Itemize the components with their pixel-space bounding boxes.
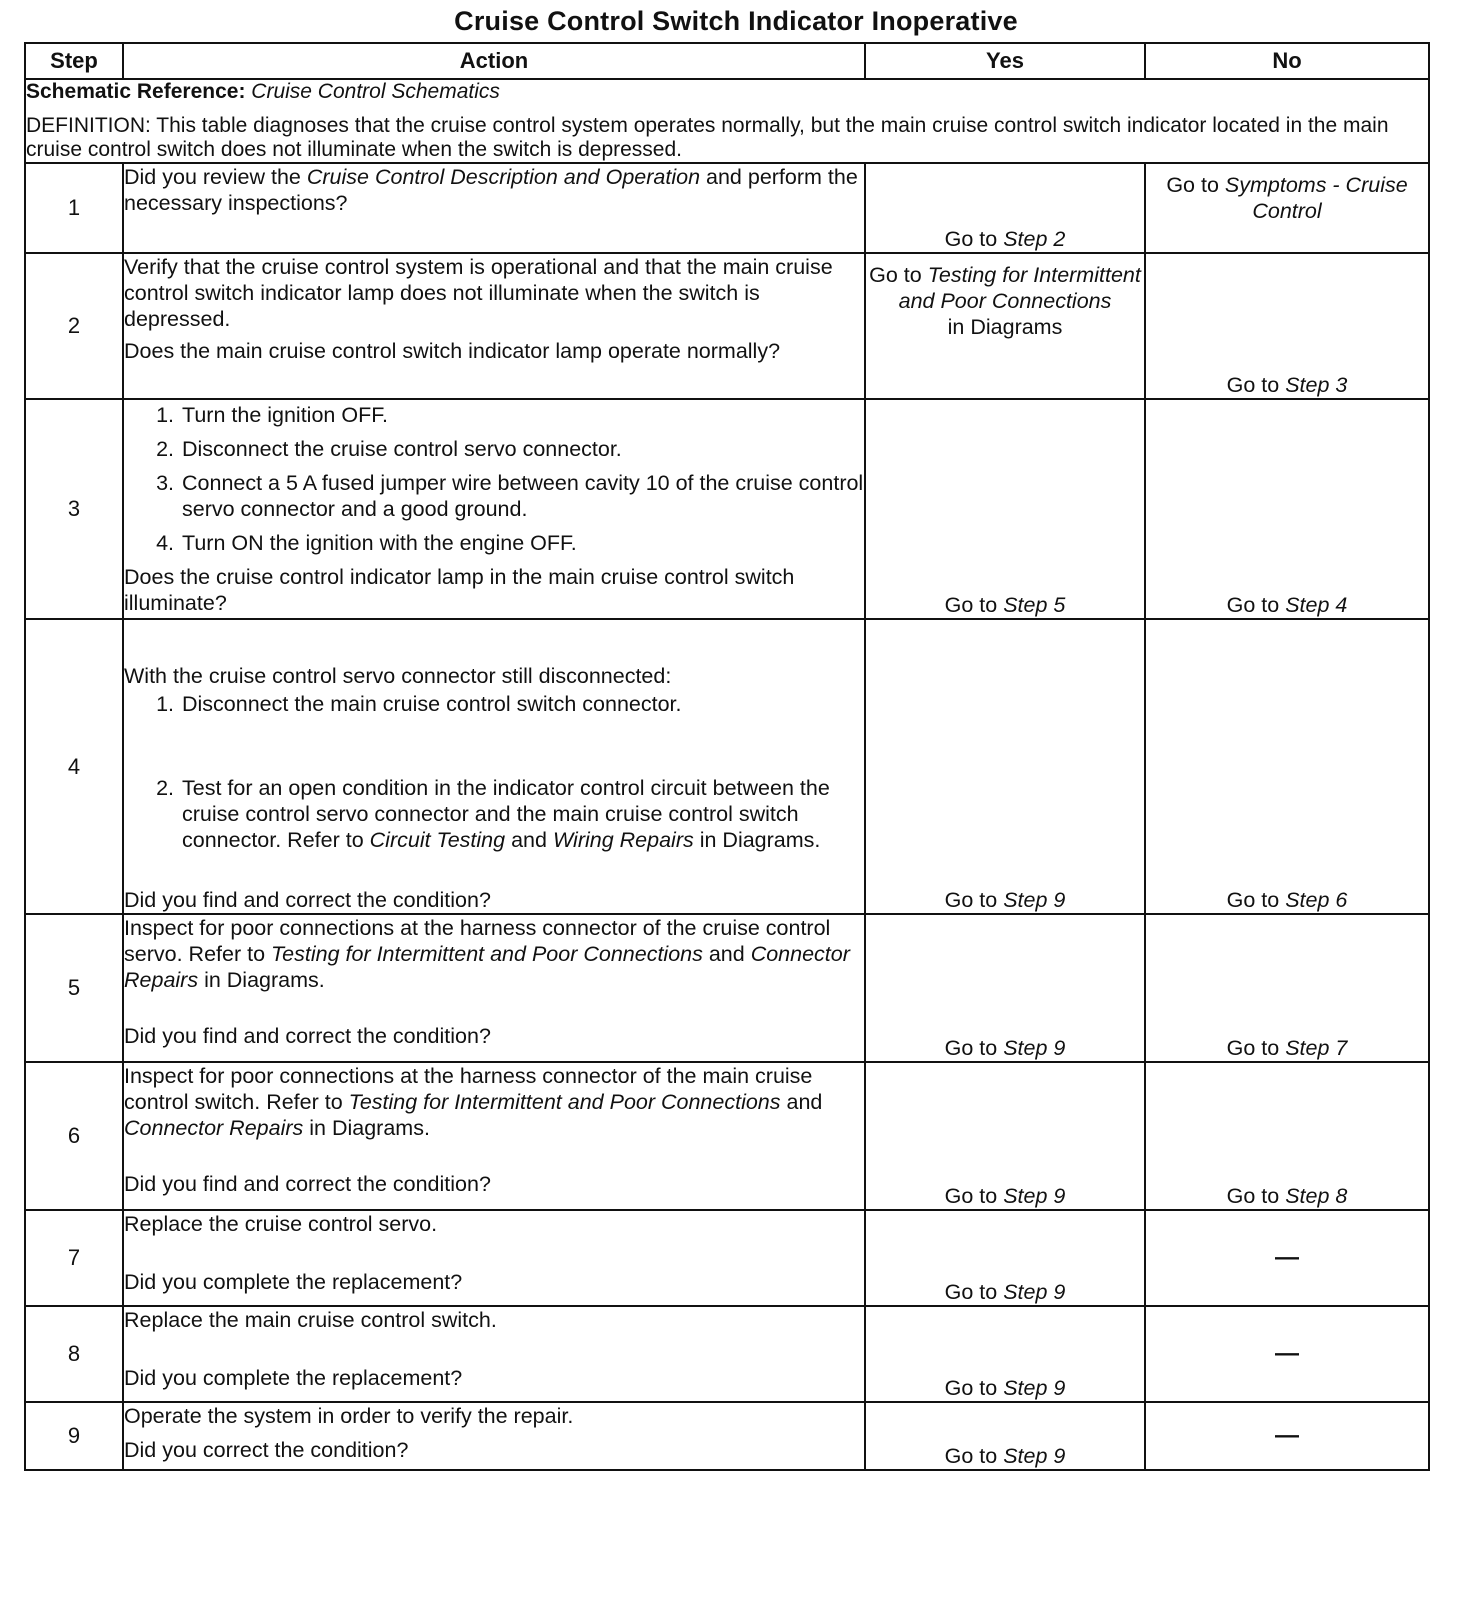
yes-link[interactable]: Step 9 bbox=[1003, 1184, 1066, 1208]
step-action bbox=[123, 619, 865, 914]
definition-cell bbox=[25, 79, 1429, 163]
goto-label: Go to bbox=[944, 227, 998, 251]
yes-link[interactable]: Step 9 bbox=[1003, 1376, 1066, 1400]
procedure-list bbox=[124, 691, 864, 853]
yes-link[interactable]: Step 9 bbox=[1003, 888, 1066, 912]
yes-cell bbox=[865, 1306, 1145, 1402]
action-link[interactable]: Circuit Testing bbox=[369, 828, 506, 852]
na-dash: — bbox=[1275, 1422, 1299, 1449]
page-title: Cruise Control Switch Indicator Inoperative bbox=[454, 6, 1018, 36]
schematic-link[interactable]: Cruise Control Schematics bbox=[251, 80, 500, 103]
table-row bbox=[25, 914, 1429, 1062]
definition-text: DEFINITION: This table diagnoses that the cruise control system operates normally, but the main cruise control switch indicator located in the main cruise control switch does not illuminate when the switch is depressed. bbox=[26, 114, 1389, 161]
and-label: and bbox=[786, 1090, 823, 1114]
action-intro: With the cruise control servo connector still disconnected: bbox=[124, 664, 672, 688]
yes-link[interactable]: Step 9 bbox=[1003, 1444, 1066, 1468]
yes-link[interactable]: Step 9 bbox=[1003, 1280, 1066, 1304]
yes-cell bbox=[865, 1210, 1145, 1306]
action-link[interactable]: Testing for Intermittent and Poor Connections bbox=[348, 1090, 781, 1114]
action-question: Does the main cruise control switch indicator lamp operate normally? bbox=[124, 339, 781, 363]
no-cell bbox=[1145, 619, 1429, 914]
step-number: 1 bbox=[25, 163, 123, 253]
action-question: Did you complete the replacement? bbox=[124, 1270, 463, 1294]
action-link[interactable]: Connector Repairs bbox=[124, 942, 850, 992]
action-text-pre: Inspect for poor connections at the harness connector of the main cruise control switch. bbox=[124, 1064, 813, 1114]
goto-label: Go to bbox=[944, 888, 998, 912]
action-question: Did you correct the condition? bbox=[124, 1438, 409, 1462]
yes-link[interactable]: Testing for Intermittent and Poor Connections bbox=[898, 263, 1141, 313]
action-link[interactable]: Cruise Control Description and Operation bbox=[306, 165, 701, 189]
no-link[interactable]: Step 6 bbox=[1285, 888, 1348, 912]
yes-link[interactable]: Step 2 bbox=[1003, 227, 1066, 251]
action-text: Verify that the cruise control system is operational and that the main cruise control switch indicator lamp does not illuminate when the switch is depressed. bbox=[124, 255, 833, 331]
in-diagrams: in Diagrams. bbox=[309, 1116, 430, 1140]
step-action bbox=[123, 1210, 865, 1306]
action-text bbox=[124, 1063, 864, 1141]
in-diagrams: in Diagrams. bbox=[204, 968, 325, 992]
in-diagrams: in Diagrams bbox=[947, 315, 1063, 339]
step-action bbox=[123, 1402, 865, 1470]
goto-label: Go to bbox=[944, 1036, 998, 1060]
step-number: 6 bbox=[25, 1062, 123, 1210]
goto-label: Go to bbox=[1226, 1184, 1280, 1208]
refer-to-label: Refer to bbox=[188, 942, 266, 966]
yes-cell bbox=[865, 619, 1145, 914]
action-question: Did you complete the replacement? bbox=[124, 1366, 463, 1390]
list-item: 2. Disconnect the cruise control servo connector. bbox=[180, 436, 864, 462]
no-cell bbox=[1145, 399, 1429, 619]
yes-link[interactable]: Step 9 bbox=[1003, 1036, 1066, 1060]
no-link[interactable]: Symptoms - Cruise Control bbox=[1224, 173, 1408, 223]
goto-label: Go to bbox=[1226, 373, 1280, 397]
yes-link[interactable]: Step 5 bbox=[1003, 593, 1066, 617]
yes-cell bbox=[865, 914, 1145, 1062]
action-text: Did you review the bbox=[124, 165, 301, 189]
no-cell bbox=[1145, 163, 1429, 253]
table-row bbox=[25, 399, 1429, 619]
goto-label: Go to bbox=[944, 1280, 998, 1304]
table-row bbox=[25, 253, 1429, 399]
step-action bbox=[123, 1062, 865, 1210]
header-yes: Yes bbox=[865, 43, 1145, 79]
in-diagrams: in Diagrams. bbox=[699, 828, 821, 852]
and-label: and bbox=[708, 942, 745, 966]
step-number: 5 bbox=[25, 914, 123, 1062]
goto-label: Go to bbox=[869, 263, 922, 287]
list-item: 1. Turn the ignition OFF. bbox=[180, 402, 864, 428]
action-question: Did you find and correct the condition? bbox=[124, 1024, 491, 1048]
yes-cell bbox=[865, 399, 1145, 619]
refer-to-label: Refer to bbox=[266, 1090, 343, 1114]
step-number: 7 bbox=[25, 1210, 123, 1306]
action-text: Operate the system in order to verify the repair. bbox=[124, 1404, 574, 1428]
yes-cell bbox=[865, 163, 1145, 253]
no-link[interactable]: Step 7 bbox=[1285, 1036, 1348, 1060]
list-item-text: and bbox=[511, 828, 547, 852]
no-cell bbox=[1145, 253, 1429, 399]
definition-row bbox=[25, 79, 1429, 163]
goto-label: Go to bbox=[944, 1184, 998, 1208]
no-cell bbox=[1145, 1402, 1429, 1470]
step-number: 8 bbox=[25, 1306, 123, 1402]
step-action bbox=[123, 253, 865, 399]
step-action bbox=[123, 163, 865, 253]
step-number: 9 bbox=[25, 1402, 123, 1470]
procedure-list bbox=[124, 402, 864, 556]
na-dash: — bbox=[1275, 1340, 1299, 1367]
table-row bbox=[25, 1402, 1429, 1470]
action-link[interactable]: Testing for Intermittent and Poor Connections bbox=[271, 942, 703, 966]
goto-label: Go to bbox=[1226, 593, 1280, 617]
list-item: 3. Connect a 5 A fused jumper wire between cavity 10 of the cruise control servo connector and a good ground. bbox=[180, 470, 864, 522]
header-action: Action bbox=[123, 43, 865, 79]
list-item-text: Test for an open condition in the indicator control circuit between the cruise control servo connector and the main cruise control switch connector. Refer to bbox=[182, 776, 830, 852]
action-link[interactable]: Wiring Repairs bbox=[552, 828, 694, 852]
no-link[interactable]: Step 4 bbox=[1285, 593, 1348, 617]
action-question: Did you find and correct the condition? bbox=[124, 1172, 491, 1196]
schematic-label: Schematic Reference: bbox=[26, 80, 246, 103]
list-item bbox=[180, 775, 864, 853]
no-link[interactable]: Step 8 bbox=[1285, 1184, 1348, 1208]
step-number: 3 bbox=[25, 399, 123, 619]
step-action bbox=[123, 914, 865, 1062]
table-row bbox=[25, 619, 1429, 914]
table-row bbox=[25, 163, 1429, 253]
no-cell bbox=[1145, 1062, 1429, 1210]
header-step: Step bbox=[25, 43, 123, 79]
table-row bbox=[25, 1306, 1429, 1402]
step-number: 4 bbox=[25, 619, 123, 914]
na-dash: — bbox=[1275, 1244, 1299, 1271]
table-row bbox=[25, 1062, 1429, 1210]
no-cell bbox=[1145, 914, 1429, 1062]
step-action bbox=[123, 399, 865, 619]
list-item: 4. Turn ON the ignition with the engine OFF. bbox=[180, 530, 864, 556]
yes-cell bbox=[865, 1062, 1145, 1210]
goto-label: Go to bbox=[1166, 173, 1219, 197]
action-text-pre: Inspect for poor connections at the harness connector of the cruise control servo. bbox=[124, 916, 831, 966]
no-cell bbox=[1145, 1306, 1429, 1402]
diagnostic-table bbox=[24, 42, 1430, 1471]
step-number: 2 bbox=[25, 253, 123, 399]
yes-cell bbox=[865, 1402, 1145, 1470]
table-row bbox=[25, 1210, 1429, 1306]
action-question: Does the cruise control indicator lamp in the main cruise control switch illuminate? bbox=[124, 565, 795, 615]
list-item: 1. Disconnect the main cruise control switch connector. bbox=[180, 691, 864, 717]
goto-label: Go to bbox=[944, 1376, 998, 1400]
no-link[interactable]: Step 3 bbox=[1285, 373, 1348, 397]
goto-label: Go to bbox=[1226, 1036, 1280, 1060]
action-link[interactable]: Connector Repairs bbox=[124, 1116, 304, 1140]
goto-label: Go to bbox=[944, 1444, 998, 1468]
action-text bbox=[124, 915, 864, 993]
goto-label: Go to bbox=[1226, 888, 1280, 912]
action-question: Did you find and correct the condition? bbox=[124, 888, 491, 912]
yes-cell bbox=[865, 253, 1145, 399]
step-action bbox=[123, 1306, 865, 1402]
table-header-row bbox=[25, 43, 1429, 79]
action-text: and perform the necessary inspections? bbox=[124, 165, 858, 215]
no-cell bbox=[1145, 1210, 1429, 1306]
header-no: No bbox=[1145, 43, 1429, 79]
action-text: Replace the main cruise control switch. bbox=[124, 1308, 497, 1332]
action-text: Replace the cruise control servo. bbox=[124, 1212, 438, 1236]
goto-label: Go to bbox=[944, 593, 998, 617]
schematic-reference bbox=[26, 80, 1428, 104]
